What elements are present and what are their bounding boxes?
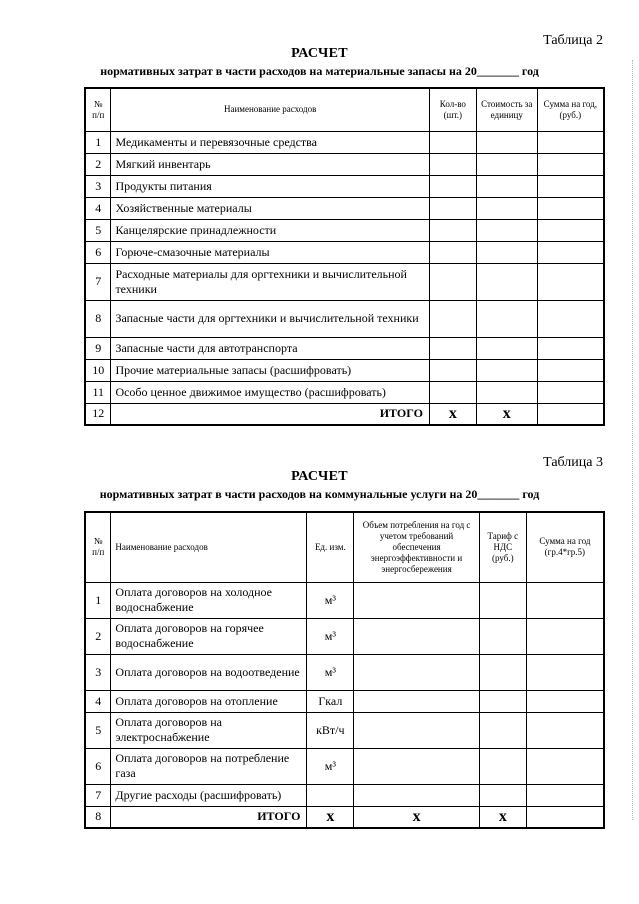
row-number: 6 [85, 748, 111, 784]
table2-col-name: Наименование расходов [111, 88, 429, 131]
tariff-cell [479, 748, 526, 784]
cost-cell [476, 131, 537, 153]
expense-name: Мягкий инвентарь [111, 153, 429, 175]
table2-col-sum: Сумма на год, (руб.) [537, 88, 604, 131]
volume-cell [354, 784, 480, 806]
table3-col-unit: Ед. изм. [307, 512, 354, 582]
cost-cell [476, 337, 537, 359]
table3-row [85, 712, 604, 748]
table3-row [85, 654, 604, 690]
table3-col-tariff: Тариф с НДС (руб.) [479, 512, 526, 582]
expense-name: Расходные материалы для оргтехники и вычислительной техники [111, 263, 429, 300]
tariff-cell [479, 618, 526, 654]
table3 [84, 511, 605, 829]
volume-total: х [354, 806, 480, 828]
expense-name: Другие расходы (расшифровать) [111, 784, 307, 806]
sum-cell [526, 690, 604, 712]
row-number: 1 [85, 131, 111, 153]
cost-cell [476, 175, 537, 197]
unit-cell [307, 784, 354, 806]
unit-cell: м³ [307, 618, 354, 654]
expense-name: Оплата договоров на холодное водоснабжение [111, 582, 307, 618]
table3-row [85, 618, 604, 654]
table2-row [85, 219, 604, 241]
qty-cell [429, 359, 476, 381]
cost-cell [476, 381, 537, 403]
volume-cell [354, 582, 480, 618]
row-number: 3 [85, 175, 111, 197]
cost-cell [476, 219, 537, 241]
volume-cell [354, 654, 480, 690]
volume-cell [354, 748, 480, 784]
total-label: ИТОГО [111, 806, 307, 828]
sum-cell [537, 131, 604, 153]
row-number: 4 [85, 197, 111, 219]
sum-cell [537, 359, 604, 381]
sum-cell [526, 784, 604, 806]
row-number: 7 [85, 263, 111, 300]
volume-cell [354, 712, 480, 748]
table2-row [85, 359, 604, 381]
total-label: ИТОГО [111, 403, 429, 425]
row-number: 5 [85, 219, 111, 241]
table2-subtitle: нормативных затрат в части расходов на материальные запасы на 20_______ год [100, 64, 539, 78]
table2-row [85, 381, 604, 403]
qty-cell [429, 175, 476, 197]
page-edge-dots [631, 60, 633, 820]
expense-name: Продукты питания [111, 175, 429, 197]
expense-name: Запасные части для автотранспорта [111, 337, 429, 359]
tariff-cell [479, 712, 526, 748]
row-number: 2 [85, 618, 111, 654]
expense-name: Запасные части для оргтехники и вычислительной техники [111, 300, 429, 337]
table2-title: РАСЧЕТ [291, 46, 348, 61]
table2-row [85, 131, 604, 153]
table3-total-row [85, 806, 604, 828]
sum-cell [537, 241, 604, 263]
table2-total-row [85, 403, 604, 425]
table2-row [85, 175, 604, 197]
volume-cell [354, 618, 480, 654]
row-number: 8 [85, 806, 111, 828]
tariff-cell [479, 582, 526, 618]
table2-row [85, 197, 604, 219]
qty-cell [429, 300, 476, 337]
row-number: 8 [85, 300, 111, 337]
row-number: 5 [85, 712, 111, 748]
table2-row [85, 263, 604, 300]
tariff-cell [479, 654, 526, 690]
table2-col-qty: Кол-во (шт.) [429, 88, 476, 131]
table2-row [85, 241, 604, 263]
expense-name: Прочие материальные запасы (расшифровать) [111, 359, 429, 381]
table3-title: РАСЧЕТ [291, 469, 348, 484]
expense-name: Медикаменты и перевязочные средства [111, 131, 429, 153]
table2-row [85, 153, 604, 175]
sum-total [526, 806, 604, 828]
qty-cell [429, 197, 476, 219]
row-number: 11 [85, 381, 111, 403]
cost-cell [476, 197, 537, 219]
volume-cell [354, 690, 480, 712]
cost-cell [476, 300, 537, 337]
unit-total: х [307, 806, 354, 828]
row-number: 6 [85, 241, 111, 263]
sum-cell [537, 175, 604, 197]
table2-header-row [85, 88, 604, 131]
table3-col-num: № п/п [85, 512, 111, 582]
tariff-cell [479, 690, 526, 712]
qty-cell [429, 153, 476, 175]
expense-name: Горюче-смазочные материалы [111, 241, 429, 263]
table3-header-row [85, 512, 604, 582]
sum-cell [526, 748, 604, 784]
expense-name: Оплата договоров на горячее водоснабжение [111, 618, 307, 654]
sum-total [537, 403, 604, 425]
expense-name: Оплата договоров на водоотведение [111, 654, 307, 690]
sum-cell [526, 582, 604, 618]
table3-row [85, 784, 604, 806]
tariff-total: х [479, 806, 526, 828]
qty-cell [429, 241, 476, 263]
row-number: 4 [85, 690, 111, 712]
row-number: 2 [85, 153, 111, 175]
sum-cell [526, 654, 604, 690]
table2-col-num: № п/п [85, 88, 111, 131]
row-number: 10 [85, 359, 111, 381]
qty-cell [429, 337, 476, 359]
table3-row [85, 582, 604, 618]
table2-col-cost: Стоимость за единицу [476, 88, 537, 131]
table3-subtitle: нормативных затрат в части расходов на коммунальные услуги на 20_______ год [99, 487, 540, 501]
table3-col-sum: Сумма на год (гр.4*гр.5) [526, 512, 604, 582]
unit-cell: м³ [307, 654, 354, 690]
table3-col-name: Наименование расходов [111, 512, 307, 582]
qty-cell [429, 381, 476, 403]
table2-row [85, 300, 604, 337]
table3-col-volume: Объем потребления на год с учетом требований обеспечения энергоэффективности и энергосбережения [354, 512, 480, 582]
expense-name: Оплата договоров на потребление газа [111, 748, 307, 784]
sum-cell [537, 219, 604, 241]
unit-cell: кВт/ч [307, 712, 354, 748]
tariff-cell [479, 784, 526, 806]
sum-cell [526, 618, 604, 654]
row-number: 7 [85, 784, 111, 806]
row-number: 3 [85, 654, 111, 690]
cost-total: х [476, 403, 537, 425]
qty-cell [429, 219, 476, 241]
expense-name: Канцелярские принадлежности [111, 219, 429, 241]
row-number: 12 [85, 403, 111, 425]
expense-name: Оплата договоров на отопление [111, 690, 307, 712]
cost-cell [476, 153, 537, 175]
sum-cell [526, 712, 604, 748]
table3-row [85, 748, 604, 784]
sum-cell [537, 337, 604, 359]
sum-cell [537, 381, 604, 403]
qty-cell [429, 131, 476, 153]
qty-total: х [429, 403, 476, 425]
unit-cell: м³ [307, 748, 354, 784]
table2 [84, 87, 605, 426]
expense-name: Оплата договоров на электроснабжение [111, 712, 307, 748]
unit-cell: Гкал [307, 690, 354, 712]
qty-cell [429, 263, 476, 300]
cost-cell [476, 241, 537, 263]
table2-row [85, 337, 604, 359]
expense-name: Хозяйственные материалы [111, 197, 429, 219]
cost-cell [476, 359, 537, 381]
sum-cell [537, 197, 604, 219]
table3-row [85, 690, 604, 712]
table3-label: Таблица 3 [543, 455, 603, 470]
unit-cell: м³ [307, 582, 354, 618]
row-number: 1 [85, 582, 111, 618]
table2-label: Таблица 2 [543, 33, 603, 48]
sum-cell [537, 153, 604, 175]
sum-cell [537, 263, 604, 300]
row-number: 9 [85, 337, 111, 359]
cost-cell [476, 263, 537, 300]
expense-name: Особо ценное движимое имущество (расшифровать) [111, 381, 429, 403]
sum-cell [537, 300, 604, 337]
